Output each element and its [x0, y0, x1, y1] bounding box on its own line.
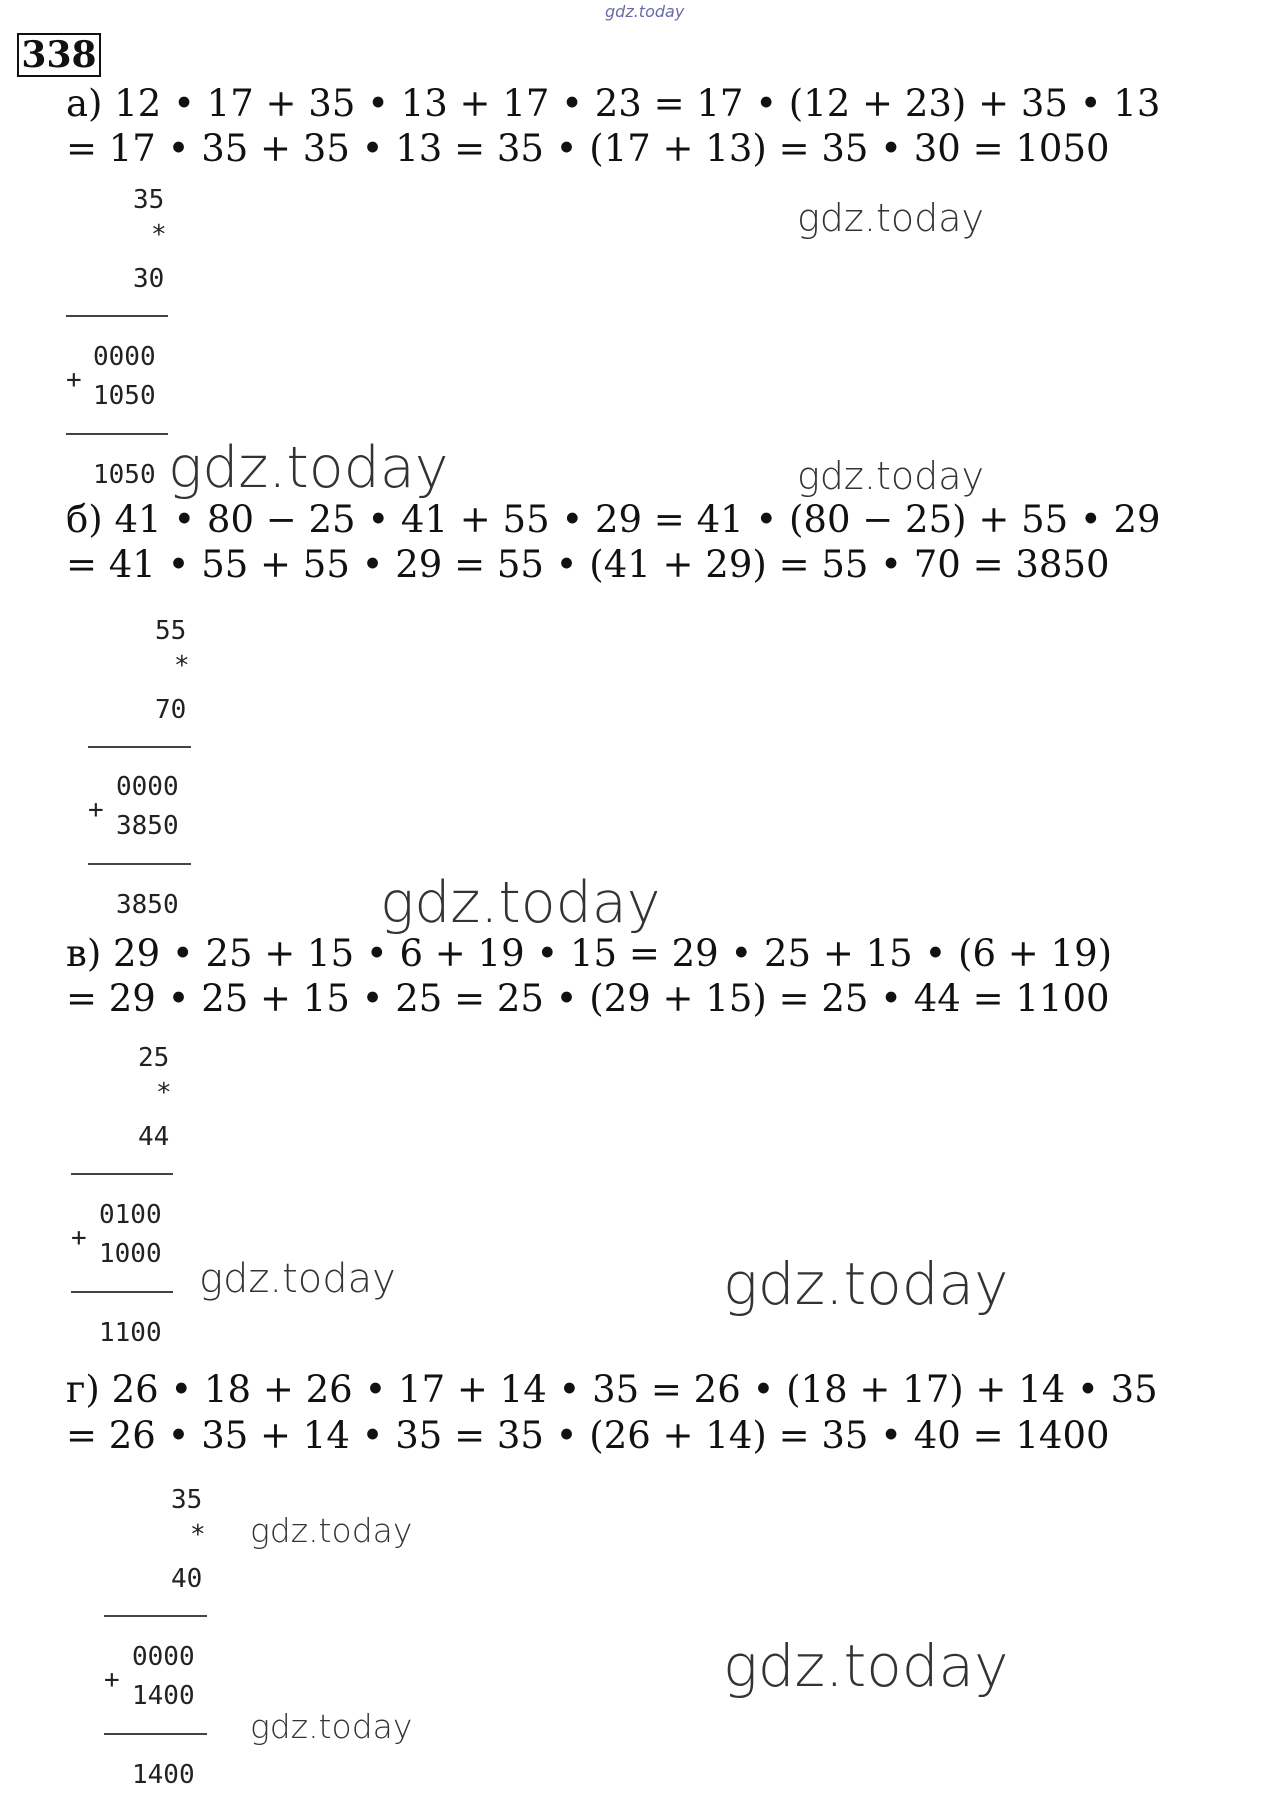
column-partial2: 1000: [99, 1239, 162, 1269]
column-bottom: 40: [171, 1564, 203, 1594]
column-result: 1100: [99, 1318, 162, 1348]
part-b-line2: = 41 • 55 + 55 • 29 = 55 • (41 + 29) = 55 • 70 = 3850: [66, 543, 1110, 586]
part-g-line1: г) 26 • 18 + 26 • 17 + 14 • 35 = 26 • (18 + 17) + 14 • 35: [66, 1368, 1158, 1411]
part-v-line1: в) 29 • 25 + 15 • 6 + 19 • 15 = 29 • 25 + 15 • (6 + 19): [66, 932, 1113, 975]
watermark: gdz.today: [250, 1707, 413, 1746]
watermark: gdz.today: [797, 454, 984, 498]
column-bottom: 30: [133, 264, 165, 294]
column-rule: [66, 315, 168, 317]
column-result: 1050: [93, 460, 156, 490]
column-partial1: 0000: [132, 1642, 195, 1672]
column-partial1: 0000: [93, 342, 156, 372]
watermark: gdz.today: [199, 1256, 396, 1302]
column-rule: [66, 433, 168, 435]
column-top: 25: [138, 1043, 170, 1073]
watermark: gdz.today: [723, 1250, 1009, 1318]
column-partial2: 1400: [132, 1681, 195, 1711]
column-top: 35: [133, 185, 165, 215]
task-number: 338: [17, 33, 101, 77]
column-operator: *: [190, 1520, 206, 1550]
column-rule: [88, 746, 191, 748]
part-v-line2: = 29 • 25 + 15 • 25 = 25 • (29 + 15) = 25 • 44 = 1100: [66, 977, 1110, 1020]
watermark: gdz.today: [797, 196, 984, 240]
column-rule: [71, 1173, 173, 1175]
part-g-line2: = 26 • 35 + 14 • 35 = 35 • (26 + 14) = 35 • 40 = 1400: [66, 1414, 1110, 1457]
column-plus: +: [104, 1665, 120, 1695]
column-bottom: 44: [138, 1122, 170, 1152]
column-top: 35: [171, 1485, 203, 1515]
column-rule: [104, 1733, 207, 1735]
part-b-line1: б) 41 • 80 − 25 • 41 + 55 • 29 = 41 • (80 − 25) + 55 • 29: [66, 498, 1161, 541]
column-plus: +: [88, 795, 104, 825]
column-rule: [71, 1291, 173, 1293]
watermark: gdz.today: [168, 435, 449, 501]
column-rule: [88, 863, 191, 865]
column-partial2: 1050: [93, 381, 156, 411]
watermark: gdz.today: [380, 870, 661, 936]
watermark: gdz.today: [250, 1511, 413, 1550]
part-a-line1: а) 12 • 17 + 35 • 13 + 17 • 23 = 17 • (12 + 23) + 35 • 13: [66, 82, 1161, 125]
watermark: gdz.today: [723, 1632, 1009, 1700]
column-operator: *: [151, 220, 167, 250]
column-partial1: 0000: [116, 772, 179, 802]
column-operator: *: [156, 1078, 172, 1108]
column-plus: +: [71, 1223, 87, 1253]
column-partial2: 3850: [116, 811, 179, 841]
part-a-line2: = 17 • 35 + 35 • 13 = 35 • (17 + 13) = 35 • 30 = 1050: [66, 127, 1110, 170]
column-plus: +: [66, 365, 82, 395]
column-top: 55: [155, 616, 187, 646]
column-bottom: 70: [155, 695, 187, 725]
column-partial1: 0100: [99, 1200, 162, 1230]
column-result: 1400: [132, 1760, 195, 1790]
column-result: 3850: [116, 890, 179, 920]
column-rule: [104, 1615, 207, 1617]
column-operator: *: [174, 651, 190, 681]
watermark-top: gdz.today: [605, 2, 685, 21]
